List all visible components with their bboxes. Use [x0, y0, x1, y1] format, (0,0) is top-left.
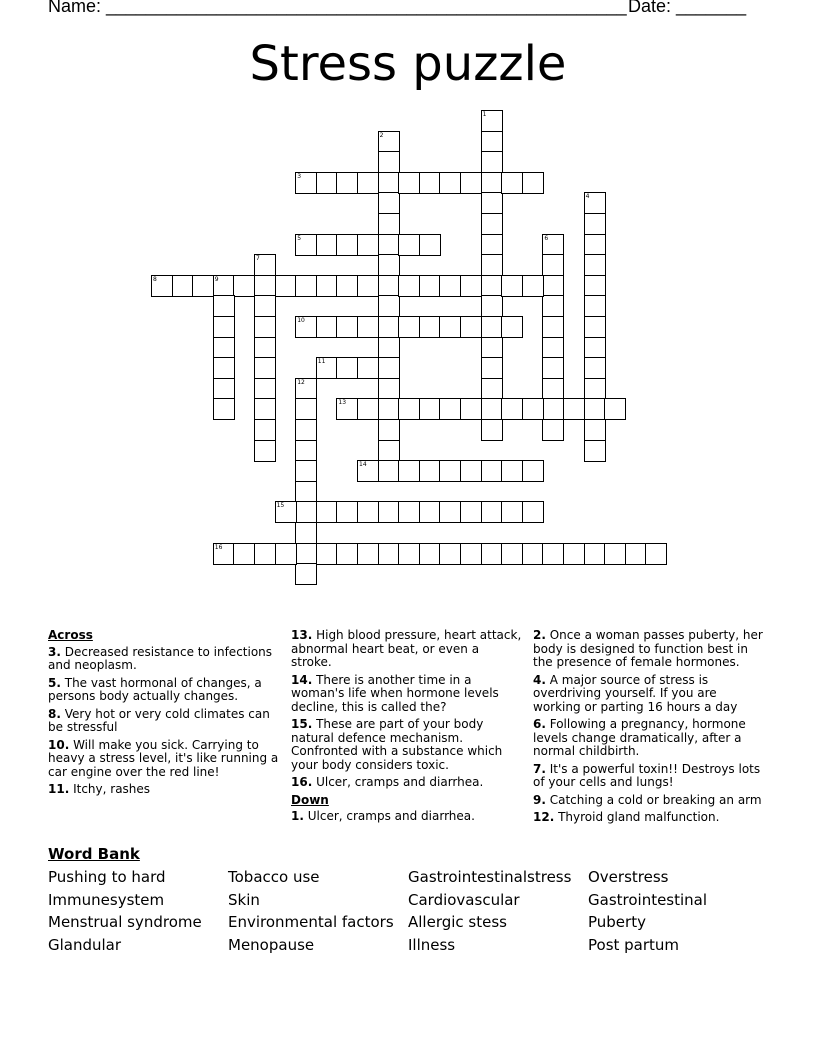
- grid-cell[interactable]: [213, 337, 235, 359]
- grid-cell[interactable]: [460, 316, 482, 338]
- clue-item-number: 8.: [48, 706, 61, 721]
- word-bank-item: Pushing to hard: [48, 868, 166, 886]
- clues-column-3: [533, 629, 765, 829]
- grid-cell[interactable]: [481, 234, 503, 256]
- grid-cell[interactable]: [378, 398, 400, 420]
- clue-item-number: 16.: [291, 775, 313, 789]
- clue-item-text: These are part of your body natural defence mechanism. Confronted with a substance which your body considers toxic.: [291, 717, 503, 772]
- grid-cell[interactable]: [295, 563, 317, 585]
- clue-item: [533, 629, 765, 670]
- grid-cell[interactable]: [542, 357, 564, 379]
- grid-cell[interactable]: [419, 460, 441, 482]
- grid-cell[interactable]: [316, 275, 338, 297]
- grid-cell[interactable]: [398, 234, 420, 256]
- grid-cell[interactable]: [501, 501, 523, 523]
- clue-item-number: 3.: [48, 644, 61, 659]
- word-bank-item: Tobacco use: [228, 868, 320, 886]
- clue-number: 10: [297, 317, 305, 324]
- grid-cell[interactable]: [357, 234, 379, 256]
- word-bank-item: Post partum: [588, 936, 680, 955]
- grid-cell[interactable]: [501, 398, 523, 420]
- grid-cell[interactable]: [254, 316, 276, 338]
- grid-cell[interactable]: [542, 316, 564, 338]
- clue-item-number: 4.: [533, 672, 546, 687]
- grid-cell[interactable]: [295, 440, 317, 462]
- word-bank-item: Overstress: [588, 868, 669, 886]
- grid-cell[interactable]: [481, 213, 503, 235]
- name-label: Name: ____________________________________________________: [48, 0, 627, 16]
- clue-item: [291, 776, 523, 790]
- clue-number: 16: [214, 543, 223, 551]
- word-bank-title: Word Bank: [48, 845, 140, 863]
- clue-item-text: Decreased resistance to infections and neoplasm.: [48, 644, 273, 672]
- clue-number: 13: [338, 399, 347, 407]
- grid-cell[interactable]: [357, 275, 379, 297]
- clue-number: 4: [585, 193, 590, 201]
- grid-cell[interactable]: [584, 357, 606, 379]
- grid-cell[interactable]: [336, 543, 358, 565]
- grid-cell[interactable]: [336, 316, 358, 338]
- grid-cell[interactable]: [522, 398, 544, 420]
- clue-heading: Across: [48, 628, 93, 642]
- grid-cell[interactable]: [584, 398, 606, 420]
- grid-cell[interactable]: [316, 357, 338, 379]
- word-bank-item: Illness: [408, 936, 456, 955]
- clue-item-text: Itchy, rashes: [69, 782, 151, 796]
- grid-cell[interactable]: [336, 275, 358, 297]
- clue-item-number: 13.: [291, 628, 313, 642]
- page-title: Stress puzzle: [249, 36, 567, 92]
- grid-cell[interactable]: [481, 460, 503, 482]
- grid-cell[interactable]: [295, 234, 317, 256]
- grid-cell[interactable]: [254, 440, 276, 462]
- grid-cell[interactable]: [295, 398, 317, 420]
- grid-cell[interactable]: [439, 460, 461, 482]
- grid-cell[interactable]: [563, 543, 585, 565]
- grid-cell[interactable]: [295, 378, 317, 400]
- grid-cell[interactable]: [316, 543, 338, 565]
- clue-item-number: 10.: [48, 737, 70, 752]
- grid-cell[interactable]: [213, 543, 235, 565]
- grid-cell[interactable]: [481, 275, 503, 297]
- grid-cell[interactable]: [336, 398, 358, 420]
- grid-cell[interactable]: [645, 543, 667, 565]
- grid-cell[interactable]: [378, 275, 400, 297]
- grid-cell[interactable]: [213, 378, 235, 400]
- word-bank-item: Cardiovascular: [408, 890, 520, 909]
- grid-cell[interactable]: [584, 419, 606, 441]
- clues-column-1: [48, 629, 280, 801]
- grid-cell[interactable]: [584, 192, 606, 214]
- grid-cell[interactable]: [213, 316, 235, 338]
- clue-item-number: 15.: [291, 717, 313, 731]
- grid-cell[interactable]: [542, 254, 564, 276]
- grid-cell[interactable]: [481, 378, 503, 400]
- grid-cell[interactable]: [584, 254, 606, 276]
- clue-number: 6: [544, 234, 549, 242]
- grid-cell[interactable]: [501, 172, 523, 194]
- grid-cell[interactable]: [542, 378, 564, 400]
- grid-cell[interactable]: [584, 213, 606, 235]
- clue-item-number: 9.: [533, 792, 546, 807]
- grid-cell[interactable]: [378, 254, 400, 276]
- clue-item-number: 5.: [48, 675, 61, 690]
- grid-cell[interactable]: [563, 398, 585, 420]
- word-bank-item: Skin: [228, 890, 260, 909]
- grid-cell[interactable]: [604, 543, 626, 565]
- grid-cell[interactable]: [378, 192, 400, 214]
- grid-cell[interactable]: [439, 275, 461, 297]
- grid-cell[interactable]: [501, 543, 523, 565]
- clue-item: [533, 718, 765, 759]
- clue-item: [291, 810, 523, 824]
- grid-cell[interactable]: [460, 398, 482, 420]
- word-bank-item: Environmental factors: [228, 913, 394, 932]
- word-bank-item: Menstrual syndrome: [48, 913, 202, 932]
- grid-cell[interactable]: [357, 460, 379, 482]
- word-bank-item: Glandular: [48, 936, 122, 955]
- clue-number: 1: [482, 111, 487, 118]
- clue-item-text: There is another time in a woman's life when hormone levels decline, this is called the?: [291, 672, 499, 714]
- grid-cell[interactable]: [481, 419, 503, 441]
- grid-cell[interactable]: [398, 398, 420, 420]
- grid-cell[interactable]: [316, 172, 338, 194]
- clue-item-number: 11.: [48, 782, 70, 796]
- grid-cell[interactable]: [460, 543, 482, 565]
- grid-cell[interactable]: [419, 316, 441, 338]
- grid-cell[interactable]: [481, 110, 503, 132]
- grid-cell[interactable]: [542, 234, 564, 256]
- grid-cell[interactable]: [357, 398, 379, 420]
- clue-item-text: Ulcer, cramps and diarrhea.: [312, 775, 484, 789]
- grid-cell[interactable]: [336, 501, 358, 523]
- clue-item: [533, 674, 765, 715]
- clue-number: 9: [214, 275, 219, 283]
- grid-cell[interactable]: [357, 172, 379, 194]
- grid-cell[interactable]: [460, 460, 482, 482]
- grid-cell[interactable]: [378, 151, 400, 173]
- grid-cell[interactable]: [584, 378, 606, 400]
- grid-cell[interactable]: [378, 357, 400, 379]
- clue-item-text: Following a pregnancy, hormone levels change dramatically, after a normal childbirth.: [533, 717, 746, 758]
- grid-cell[interactable]: [295, 460, 317, 482]
- word-bank-item: Puberty: [588, 913, 646, 932]
- grid-cell[interactable]: [192, 275, 214, 297]
- grid-cell[interactable]: [542, 398, 564, 420]
- grid-cell[interactable]: [295, 419, 317, 441]
- grid-cell[interactable]: [439, 398, 461, 420]
- grid-cell[interactable]: [625, 543, 647, 565]
- grid-cell[interactable]: [172, 275, 194, 297]
- grid-cell[interactable]: [213, 275, 235, 297]
- clue-item: [48, 708, 280, 735]
- clue-item-number: 7.: [533, 761, 546, 776]
- clue-item: [291, 718, 523, 772]
- clue-item-text: The vast hormonal of changes, a persons body actually changes.: [48, 675, 262, 703]
- grid-cell[interactable]: [542, 337, 564, 359]
- grid-cell[interactable]: [254, 275, 276, 297]
- clue-number: 5: [297, 234, 302, 242]
- grid-cell[interactable]: [378, 213, 400, 235]
- clue-number: 2: [379, 131, 384, 139]
- grid-cell[interactable]: [501, 275, 523, 297]
- grid-cell[interactable]: [398, 501, 420, 523]
- clue-item-text: High blood pressure, heart attack, abnormal heart beat, or even a stroke.: [291, 628, 522, 669]
- clue-number: 11: [317, 358, 326, 366]
- grid-cell[interactable]: [378, 131, 400, 153]
- grid-cell[interactable]: [357, 543, 379, 565]
- grid-cell[interactable]: [481, 131, 503, 153]
- word-bank-item: Immunesystem: [48, 890, 165, 909]
- grid-cell[interactable]: [604, 398, 626, 420]
- grid-cell[interactable]: [584, 440, 606, 462]
- clue-item-text: Will make you sick. Carrying to heavy a stress level, it's like running a car engine over the red line!: [48, 737, 279, 779]
- grid-cell[interactable]: [275, 501, 297, 523]
- grid-cell[interactable]: [254, 543, 276, 565]
- clue-number: 7: [256, 255, 260, 263]
- grid-cell[interactable]: [233, 275, 255, 297]
- clue-item-number: 2.: [533, 628, 546, 642]
- grid-cell[interactable]: [316, 501, 338, 523]
- word-bank-item: Gastrointestinal: [588, 890, 708, 909]
- grid-cell[interactable]: [522, 501, 544, 523]
- grid-cell[interactable]: [357, 316, 379, 338]
- grid-cell[interactable]: [378, 378, 400, 400]
- grid-cell[interactable]: [584, 337, 606, 359]
- grid-cell[interactable]: [378, 234, 400, 256]
- grid-cell[interactable]: [295, 522, 317, 544]
- grid-cell[interactable]: [460, 172, 482, 194]
- grid-cell[interactable]: [254, 378, 276, 400]
- grid-cell[interactable]: [398, 275, 420, 297]
- clue-item-text: Thyroid gland malfunction.: [554, 810, 720, 824]
- grid-cell[interactable]: [522, 543, 544, 565]
- grid-cell[interactable]: [501, 460, 523, 482]
- clue-item-text: Catching a cold or breaking an arm: [545, 792, 762, 807]
- grid-cell[interactable]: [501, 316, 523, 338]
- grid-cell[interactable]: [398, 460, 420, 482]
- grid-cell[interactable]: [460, 275, 482, 297]
- grid-cell[interactable]: [254, 419, 276, 441]
- clues-column-2: [291, 629, 523, 828]
- grid-cell[interactable]: [336, 234, 358, 256]
- grid-cell[interactable]: [254, 337, 276, 359]
- clue-number: 8: [153, 275, 157, 283]
- grid-cell[interactable]: [522, 460, 544, 482]
- grid-cell[interactable]: [316, 234, 338, 256]
- grid-cell[interactable]: [254, 357, 276, 379]
- grid-cell[interactable]: [378, 440, 400, 462]
- grid-cell[interactable]: [295, 543, 317, 565]
- grid-cell[interactable]: [378, 337, 400, 359]
- clue-item-text: Once a woman passes puberty, her body is designed to function best in the presence of female hormones.: [533, 628, 763, 669]
- clue-item-text: Very hot or very cold climates can be stressful: [48, 706, 270, 734]
- grid-cell[interactable]: [151, 275, 173, 297]
- grid-cell[interactable]: [419, 398, 441, 420]
- grid-cell[interactable]: [378, 172, 400, 194]
- grid-cell[interactable]: [481, 172, 503, 194]
- grid-cell[interactable]: [481, 295, 503, 317]
- grid-cell[interactable]: [336, 357, 358, 379]
- grid-cell[interactable]: [398, 172, 420, 194]
- date-label: Date: _______: [628, 0, 747, 16]
- grid-cell[interactable]: [378, 295, 400, 317]
- clue-item: [48, 646, 280, 673]
- word-bank-item: Gastrointestinalstress: [408, 868, 572, 886]
- grid-cell[interactable]: [357, 357, 379, 379]
- clue-item-number: 14.: [291, 672, 313, 687]
- clue-item-text: A major source of stress is overdriving yourself. If you are working or parting 16 hours a day: [533, 672, 738, 714]
- grid-cell[interactable]: [213, 398, 235, 420]
- clue-item: [533, 794, 765, 808]
- grid-cell[interactable]: [419, 543, 441, 565]
- grid-cell[interactable]: [233, 543, 255, 565]
- clue-item: [291, 674, 523, 715]
- clue-heading: Down: [291, 792, 329, 807]
- grid-cell[interactable]: [378, 543, 400, 565]
- grid-cell[interactable]: [522, 275, 544, 297]
- grid-cell[interactable]: [295, 316, 317, 338]
- grid-cell[interactable]: [295, 481, 317, 503]
- clue-item-text: Ulcer, cramps and diarrhea.: [303, 809, 475, 823]
- clue-item-text: It's a powerful toxin!! Destroys lots of your cells and lungs!: [533, 761, 761, 789]
- grid-cell[interactable]: [439, 501, 461, 523]
- clue-number: 12: [297, 378, 305, 386]
- clue-item: [533, 811, 765, 825]
- clue-item: [48, 783, 280, 797]
- grid-cell[interactable]: [378, 419, 400, 441]
- grid-cell[interactable]: [419, 501, 441, 523]
- grid-cell[interactable]: [419, 275, 441, 297]
- grid-cell[interactable]: [481, 192, 503, 214]
- grid-cell[interactable]: [378, 501, 400, 523]
- grid-cell[interactable]: [584, 234, 606, 256]
- grid-cell[interactable]: [481, 357, 503, 379]
- grid-cell[interactable]: [542, 419, 564, 441]
- grid-cell[interactable]: [481, 337, 503, 359]
- grid-cell[interactable]: [213, 295, 235, 317]
- grid-cell[interactable]: [584, 543, 606, 565]
- clue-item-number: 6.: [533, 717, 546, 731]
- grid-cell[interactable]: [398, 316, 420, 338]
- grid-cell[interactable]: [481, 151, 503, 173]
- grid-cell[interactable]: [213, 357, 235, 379]
- grid-cell[interactable]: [439, 316, 461, 338]
- grid-cell[interactable]: [254, 295, 276, 317]
- clue-item-number: 12.: [533, 810, 555, 824]
- grid-cell[interactable]: [481, 254, 503, 276]
- grid-cell[interactable]: [378, 460, 400, 482]
- grid-cell[interactable]: [481, 543, 503, 565]
- grid-cell[interactable]: [584, 316, 606, 338]
- grid-cell[interactable]: [378, 316, 400, 338]
- grid-cell[interactable]: [419, 172, 441, 194]
- grid-cell[interactable]: [439, 543, 461, 565]
- grid-cell[interactable]: [522, 172, 544, 194]
- grid-cell[interactable]: [295, 172, 317, 194]
- grid-cell[interactable]: [481, 316, 503, 338]
- clue-number: 3: [297, 172, 302, 180]
- clue-item: [48, 739, 280, 780]
- grid-cell[interactable]: [481, 398, 503, 420]
- grid-cell[interactable]: [316, 316, 338, 338]
- clue-item: [533, 763, 765, 790]
- grid-cell[interactable]: [295, 275, 317, 297]
- grid-cell[interactable]: [584, 295, 606, 317]
- grid-cell[interactable]: [542, 543, 564, 565]
- grid-cell[interactable]: [275, 275, 297, 297]
- clue-item: [291, 629, 523, 670]
- grid-cell[interactable]: [398, 543, 420, 565]
- grid-cell[interactable]: [275, 543, 297, 565]
- clue-item: [48, 677, 280, 704]
- grid-cell[interactable]: [254, 398, 276, 420]
- grid-cell[interactable]: [419, 234, 441, 256]
- clue-number: 14: [359, 461, 367, 469]
- grid-cell[interactable]: [584, 275, 606, 297]
- clue-number: 15: [276, 502, 285, 510]
- grid-cell[interactable]: [254, 254, 276, 276]
- grid-cell[interactable]: [460, 501, 482, 523]
- grid-cell[interactable]: [295, 501, 317, 523]
- word-bank-item: Menopause: [228, 936, 315, 955]
- grid-cell[interactable]: [336, 172, 358, 194]
- grid-cell[interactable]: [542, 275, 564, 297]
- grid-cell[interactable]: [542, 295, 564, 317]
- grid-cell[interactable]: [357, 501, 379, 523]
- word-bank-item: Allergic stess: [408, 913, 507, 932]
- clue-item-number: 1.: [291, 809, 304, 823]
- grid-cell[interactable]: [439, 172, 461, 194]
- grid-cell[interactable]: [481, 501, 503, 523]
